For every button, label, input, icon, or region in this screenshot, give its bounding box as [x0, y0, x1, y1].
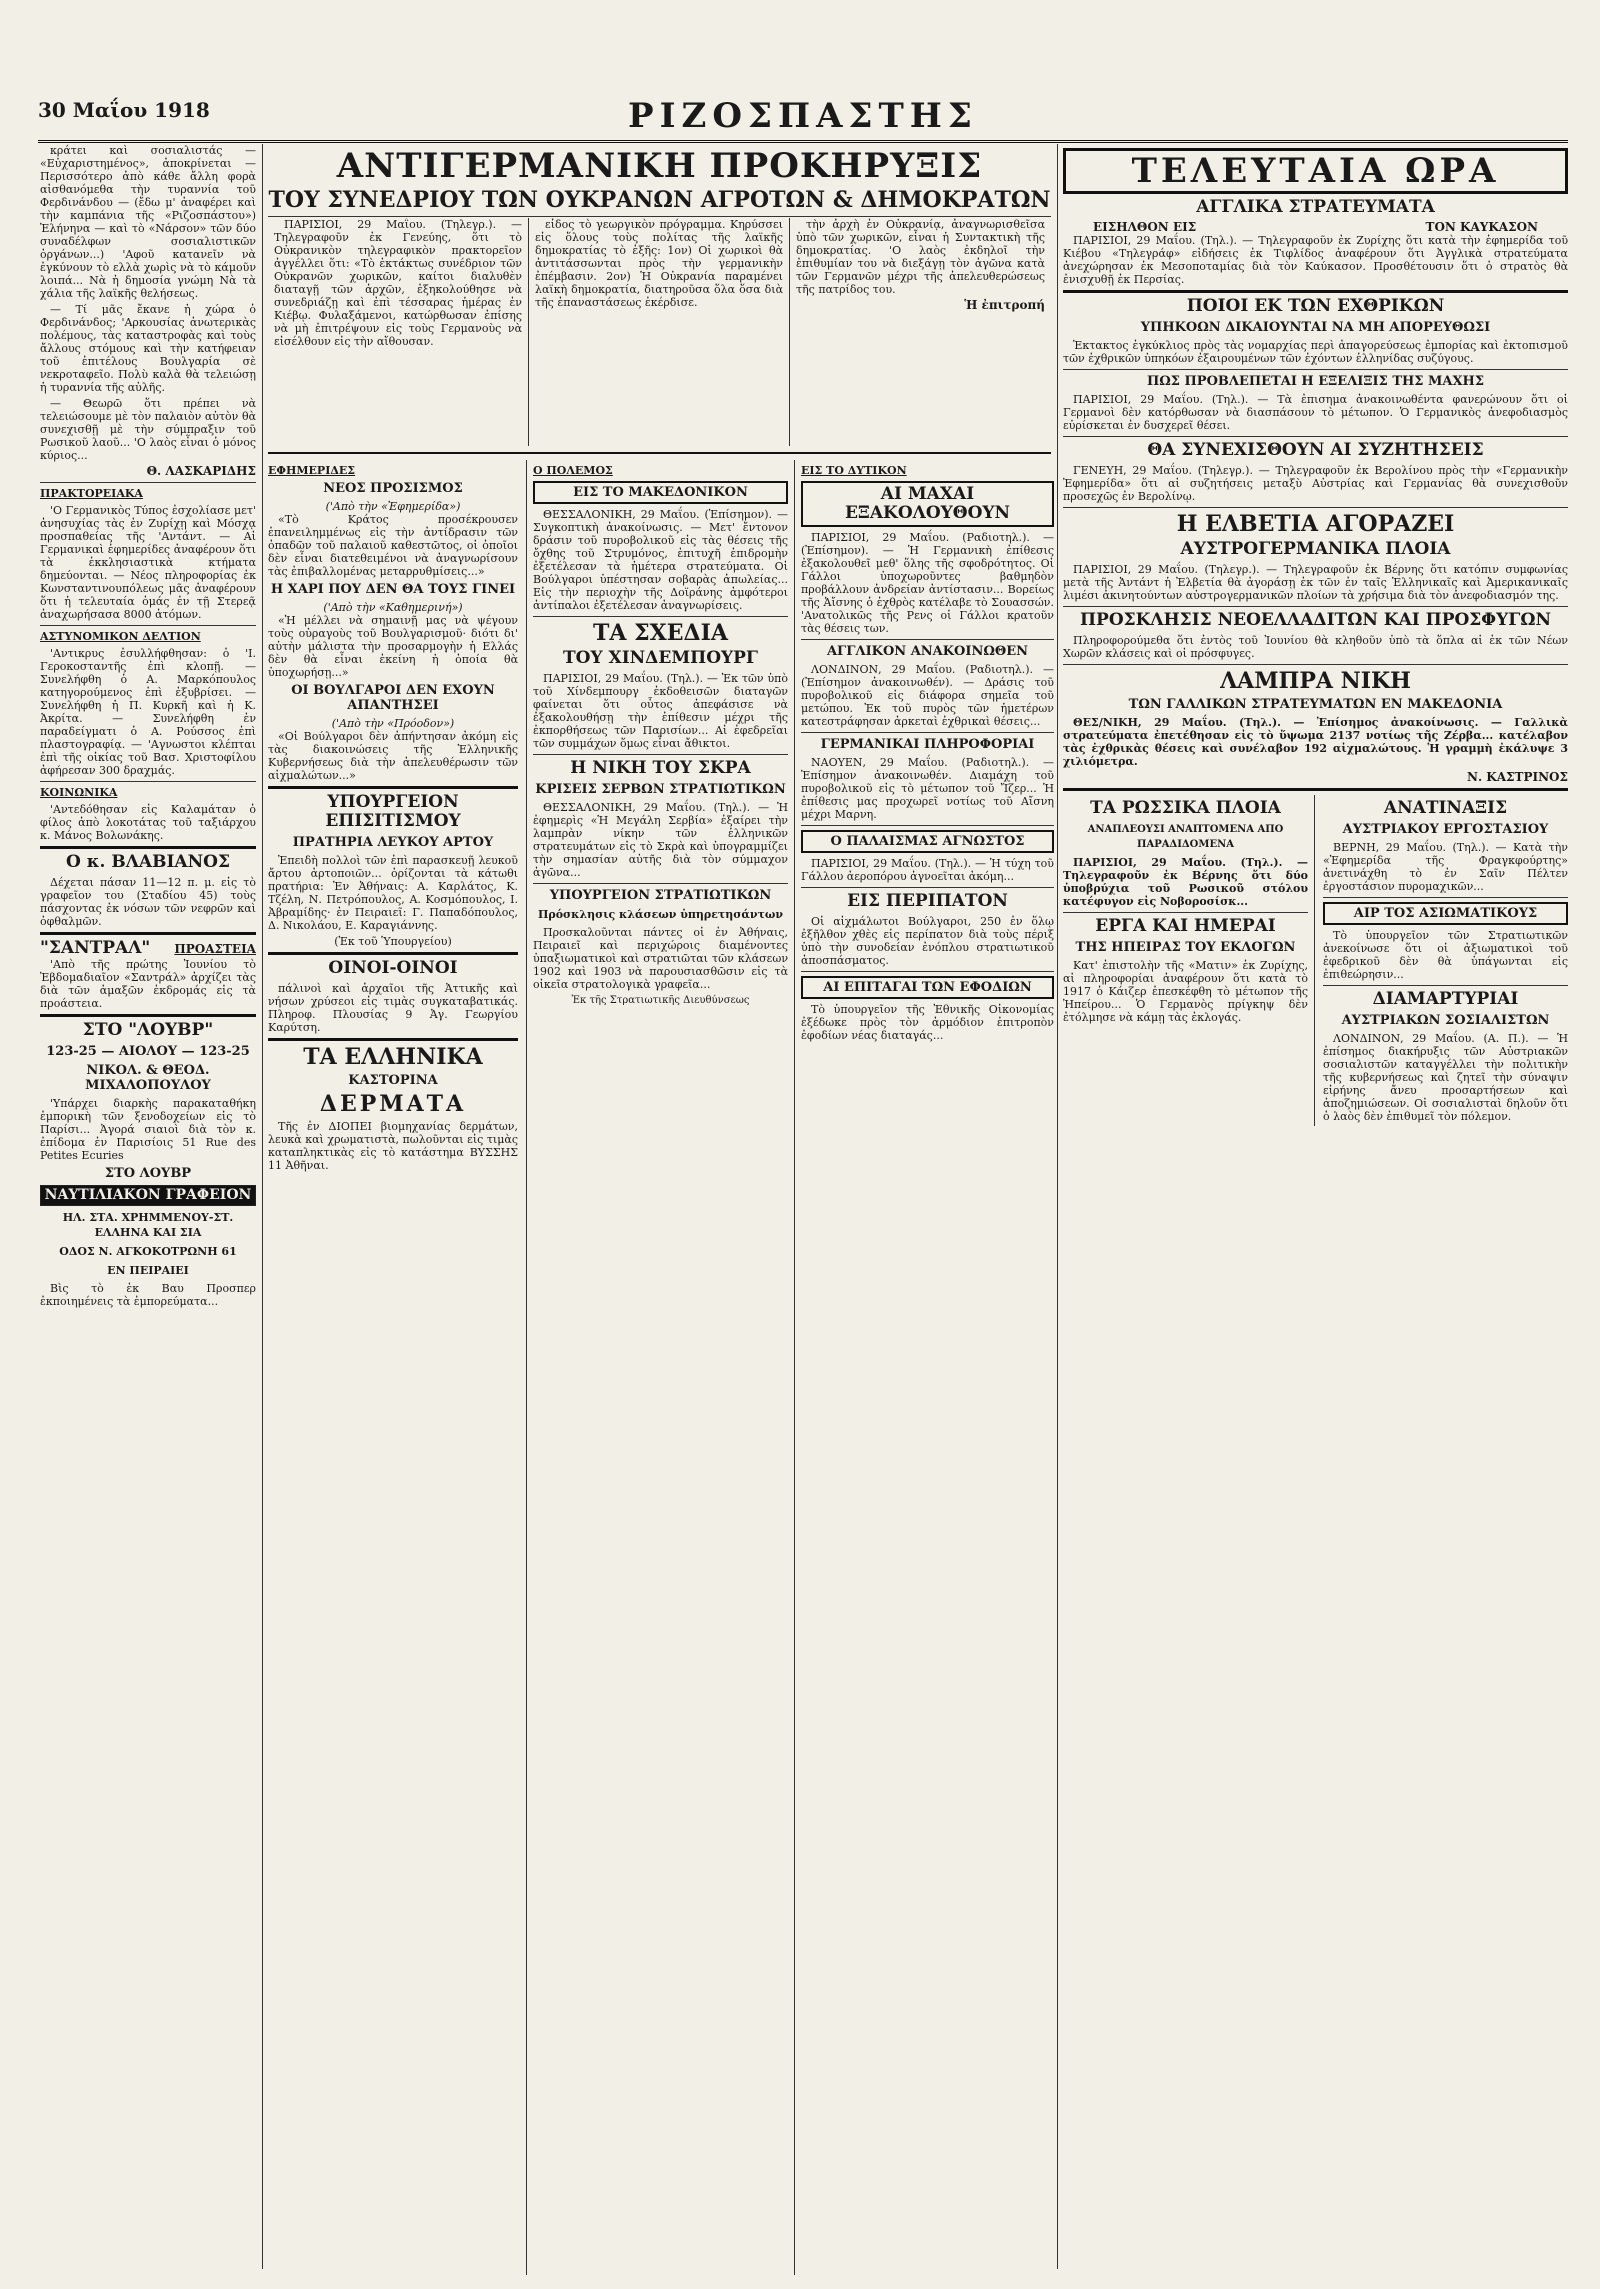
- split-left: [1063, 795, 1315, 1126]
- article-paragraph: 'Ο Γερμανικὸς Τύπος ἐσχολίασε μετ' ἀνησυχίας τὰς ἐν Ζυρίχῃ καὶ Μόσχᾳ προσπαθείας τῆς 'Αντάντ. — Αἱ Γερμανικαὶ ἐφημερίδες ἀναφέρουν ὅτι τὰ ἐκκλησιαστικὰ κτήματα δημεύονται. — Νέος πληροφορίας ἐκ Κωνσταντινουπόλεως μᾶς ἀναφέρουν ὅτι ἡ τελευταία ὁμάς ἐν τῇ Στερεᾷ ἀναχωρήσασα 8000 ἀτόμων.: [40, 504, 256, 621]
- article-signature: Ν. ΚΑΣΤΡΙΝΟΣ: [1466, 770, 1568, 784]
- article-heading: Ο ΠΑΛΑΙΣΜΑΣ ΑΓΝΩΣΤΟΣ: [801, 830, 1054, 853]
- article-paragraph: Προσκαλοῦνται πάντες οἱ ἐν Ἀθήναις, Πειραιεῖ καὶ περιχώροις διαμένοντες ὑπαξιωματικοὶ καὶ στρατιῶται τῶν κλάσεων 1902 καὶ 1903 νὰ παρουσιασθῶσιν εἰς τὰ οἰκεῖα στρατολογικὰ γραφεῖα...: [533, 926, 788, 991]
- ad-heading: Ο κ. ΒΛΑΒΙΑΝΟΣ: [66, 852, 230, 872]
- ad-footer: ΣΤΟ ΛΟΥΒΡ: [104, 1166, 192, 1181]
- article-heading: ΑΙ ΕΠΙΤΑΓΑΙ ΤΩΝ ΕΦΟΔΙΩΝ: [801, 976, 1054, 999]
- ad-text: Δέχεται πάσαν 11—12 π. μ. εἰς τὸ γραφεῖον του (Σταδίου 45) τοὺς πάσχοντας ἐκ νόσων τῶν νεφρῶν καὶ ὀφθαλμῶν.: [40, 876, 256, 928]
- section-heading: ΑΣΤΥΝΟΜΙΚΟΝ ΔΕΛΤΙΟΝ: [40, 630, 201, 643]
- article-paragraph: τὴν ἀρχὴ ἐν Οὐκρανίᾳ, ἀναγνωρισθεῖσα ὑπὸ τῶν χωρικῶν, εἶναι ἡ Συντακτικὴ τῆς δημοκρατίας. 'Ο λαὸς ἐκδηλοῖ τὴν ἐπιθυμίαν του νὰ διεξάγῃ τὸν ἀγῶνα κατὰ τῶν Γερμανῶν μέχρι τῆς ἀπελευθερώσεως τῆς πατρίδος του.: [796, 218, 1045, 296]
- efimerides-column: [268, 460, 518, 2275]
- article-heading: ΥΠΟΥΡΓΕΙΟΝ ΣΤΡΑΤΙΩΤΙΚΩΝ: [549, 888, 772, 903]
- article-heading: ΠΡΟΣΚΛΗΣΙΣ ΝΕΟΕΛΛΑΔΙΤΩΝ ΚΑΙ ΠΡΟΣΦΥΓΩΝ: [1079, 610, 1551, 630]
- article-heading: ΛΑΜΠΡΑ ΝΙΚΗ: [1220, 668, 1411, 694]
- article-heading: ΤΑ ΡΩΣΣΙΚΑ ΠΛΟΙΑ: [1090, 798, 1281, 818]
- article-heading: ΝΕΟΣ ΠΡΟΣΙΣΜΟΣ: [323, 481, 463, 496]
- issue-date: 30 Μαΐου 1918: [38, 98, 210, 122]
- article-heading: ΟΙ ΒΟΥΛΓΑΡΟΙ ΔΕΝ ΕΧΟΥΝ ΑΠΑΝΤΗΣΕΙ: [291, 683, 495, 713]
- column-rule: [262, 144, 263, 2269]
- article-heading: ΠΩΣ ΠΡΟΒΛΕΠΕΤΑΙ Η ΕΞΕΛΙΞΙΣ ΤΗΣ ΜΑΧΗΣ: [1146, 374, 1485, 389]
- ad-text: 'Απὸ τῆς πρώτης Ἰουνίου τὸ Ἐβδομαδιαῖον «Σαντράλ» ἀρχίζει τὰς διὰ τῶν ἁμαξῶν ἐκδρομάς εἰς τὰ προάστεια.: [40, 958, 256, 1010]
- article-paragraph: ΠΑΡΙΣΙΟΙ, 29 Μαΐου. (Τηλ.). — Τὰ ἐπισημα ἀνακοινωθέντα φανερώνουν ὅτι οἱ Γερμανοὶ δὲν κατόρθωσαν νὰ διασπάσουν τὸ μέτωπον. Ὁ Γερμανικὸς ἀνεφοδιασμὸς εὐρίσκεται ἐν δυσχερεῖ θέσει.: [1063, 393, 1568, 432]
- article-paragraph: Τὸ ὑπουργεῖον τῆς Ἐθνικῆς Οἰκονομίας ἐξέδωκε πρὸς τὸν ἀρμόδιον ἐπιτροπὸν ἐφοδίων νέας διαταγάς...: [801, 1003, 1054, 1042]
- article-heading: ΓΕΡΜΑΝΙΚΑΙ ΠΛΗΡΟΦΟΡΙΑΙ: [820, 737, 1035, 752]
- ad-text: Βὶς τὸ ἐκ Βαυ Προσπερ ἐκποιημένεις τὰ ἐμπορεύματα...: [40, 1282, 256, 1308]
- ad-address: 123-25 — ΑΙΟΛΟΥ — 123-25: [46, 1044, 250, 1059]
- article-paragraph: Οἱ αἰχμάλωτοι Βούλγαροι, 250 ἐν ὅλῳ ἐξῆλθον χθὲς εἰς περίπατον διὰ τοὺς πέριξ ὑπὸ τὴν συνοδείαν ἐνόπλου στρατιωτικοῦ ἀποσπάσματος.: [801, 915, 1054, 967]
- ad-banner: [40, 1185, 256, 1206]
- article-paragraph: «Οἱ Βούλγαροι δὲν ἀπήντησαν ἀκόμη εἰς τὰς διακοινώσεις τῆς Ἑλληνικῆς Κυβερνήσεως διὰ τὴν ἀπελευθέρωσιν τῶν αἰχμαλώτων...»: [268, 730, 518, 782]
- article-source: ('Απὸ τὴν «Πρόοδον»): [331, 717, 455, 730]
- article-subheading: ΕΙΣΗΛΘΟΝ ΕΙΣ: [1093, 220, 1197, 234]
- article-heading: ΘΑ ΣΥΝΕΧΙΣΘΟΥΝ ΑΙ ΣΥΖΗΤΗΣΕΙΣ: [1147, 440, 1484, 460]
- newspaper-title: ΡΙΖΟΣΠΑΣΤΗΣ: [628, 96, 978, 136]
- article-signature: (Ἐκ τοῦ Ὑπουργείου): [334, 935, 452, 948]
- split-right: [1323, 795, 1568, 1126]
- article-paragraph: 'Αντεδόθησαν εἰς Καλαμάταν ὁ φίλος ἀπὸ λοκοτάτας τοῦ ταξιάρχου κ. Μάνος Βολωνάκης.: [40, 803, 256, 842]
- section-heading: ΕΦΗΜΕΡΙΔΕΣ: [268, 464, 356, 477]
- article-paragraph: 'Αντικρυς ἐσυλλήφθησαν: ὁ 'Ι. Γεροκοσταντῆς ἐπὶ κλοπῇ. — Συνελήφθη ὁ Α. Μαρκόπουλος κατηγορούμενος ἐπὶ ἐξυβρίσει. — Συνελήφθη ἡ Π. Κυρκῆ καὶ ἡ Κ. Ἀκρίτα. — Συνελήφθη ἐν παραδείγματι ὁ Α. Ρούσσος ἐπὶ πλαστογραφίᾳ. — 'Αγνωστοι κλέπται ἐπὶ τῆς οἰκίας τοῦ Βασ. Χριστοφίλου ἀφήρεσαν 300 δραχμάς.: [40, 647, 256, 777]
- ad-heading: "ΣΑΝΤΡΑΛ": [40, 938, 151, 958]
- ad-heading: ΝΑΥΤΙΛΙΑΚΟΝ ΓΡΑΦΕΙΟΝ: [44, 1187, 252, 1203]
- article-heading: ΑΙ ΜΑΧΑΙ ΕΞΑΚΟΛΟΥΘΟΥΝ: [801, 481, 1054, 527]
- article-paragraph: ΛΟΝΔΙΝΟΝ, 29 Μαΐου. (Α. Π.). — Ἡ ἐπίσημος διακήρυξις τῶν Αὐστριακῶν σοσιαλιστῶν καταγγέλλει τὴν πολιτικὴν τῆς κυβερνήσεως καὶ ζητεῖ τὴν σύναψιν εἰρήνης ἄνευ προσαρτήσεων καὶ ἀποζημιώσεων. Οἱ σοσιαλισταὶ δηλοῦν ὅτι ὁ λαὸς δὲν ἐπιθυμεῖ τὸν πόλεμον.: [1323, 1032, 1568, 1123]
- article-subheading: ΤΟΝ ΚΑΥΚΑΣΟΝ: [1425, 220, 1538, 234]
- article-paragraph: ΠΑΡΙΣΙΟΙ, 29 Μαΐου. (Τηλεγρ.). — Τηλεγραφοῦν ἐκ Βέρνης ὅτι κατόπιν συμφωνίας μετὰ τῆς Ἀντάντ ἡ Ἐλβετία θὰ ἀγοράσῃ ἐκ τῶν ἐν ταῖς Ἑλληνικαῖς καὶ Ἀμερικανικαῖς λιμέσι ἀκινητούντων αὐστρογερμανικῶν πλοίων τὰ χρήσιμα διὰ τὸν ἀνεφοδιασμόν της.: [1063, 563, 1568, 602]
- last-hour-banner: ΤΕΛΕΥΤΑΙΑ ΩΡΑ: [1063, 148, 1568, 194]
- masthead: [38, 96, 1568, 143]
- article-heading: ΥΠΟΥΡΓΕΙΟΝ ΕΠΙΣΙΤΙΣΜΟΥ: [325, 792, 461, 831]
- article-heading: ΑΓΓΛΙΚΟΝ ΑΝΑΚΟΙΝΩΘΕΝ: [826, 644, 1029, 659]
- lead-article-paragraph: κράτει καὶ σοσιαλιστάς — «Εὐχαριστημένος», ἀποκρίνεται — Περισσότερο ἀπὸ κάθε ἄλλη φορὰ αἰσθανόμεθα τὴν τυραννία τοῦ Φερδινάνδου — (ἔδω μ' ἀναφέρει καὶ τὴν καμπάνια τῆς «Ριζοσπάστου») Ἐλήνηνα — καὶ τὸ «Νάρσον» τῶν δύο συναδέλφων σοσιαλιστικῶν ὀργάνων...) 'Αφοῦ κατανεῖν νὰ ἐγκύνουν τὸ ελλὰ χωρὶς νὰ τὸ κάμοῦν λοιπά... Νὰ ἡ δημοσία γνώμη Νὰ τὰ χάλια τῆς λαϊκῆς θελήσεως.: [40, 144, 256, 300]
- article-paragraph: Κατ' ἐπιστολὴν τῆς «Ματιν» ἐκ Ζυρίχης, αἱ πληροφορίαι ἀναφέρουν ὅτι κατὰ τὸ 1917 ὁ Κάιζερ ἐπεσκέφθη τὸ μέτωπον τῆς Ἠπείρου... Ὁ Γερμανὸς πρίγκηψ δὲν ἐτόλμησε νὰ κάμῃ τὰς ἐκλογάς.: [1063, 959, 1308, 1024]
- article-paragraph: ΠΑΡΙΣΙΟΙ, 29 Μαΐου. (Τηλεγρ.). — Τηλεγραφοῦν ἐκ Γενεύης, ὅτι τὸ Οὐκρανικὸν τηλεγραφικὸν πρακτορεῖον ἀγγέλλει ὅτι: «Τὸ ἐκτάκτως συνέδριον τῶν Οὐκρανῶν χωρικῶν, καίτοι διαλυθὲν διαταγῇ τῶν ἀρχῶν, ἐξηκολούθησε νὰ συνεδριάζῃ καὶ ἐπὶ τέσσαρας ἡμέρας ἐν Κιέβῳ. Φυλαξάμενοι, κατώρθωσαν ἐπίσης νὰ μὴ ἐπιτρέψουν εἰς τοὺς Γερμανοὺς νὰ εἰσέλθουν εἰς τὴν αἴθουσαν.: [274, 218, 522, 348]
- article-subheading: ΤΟΥ ΧΙΝΔΕΜΠΟΥΡΓ: [562, 648, 758, 668]
- article-paragraph: ΘΕΣΣΑΛΟΝΙΚΗ, 29 Μαΐου. (Τηλ.). — Ἡ ἐφημερὶς «Ἡ Μεγάλη Σερβία» ἐξαίρει τὴν λαμπρὰν νίκην τῶν ἑλληνικῶν στρατευμάτων εἰς τὸ Σκρὰ καὶ ὑπογραμμίζει τὴν σημασίαν αὐτῆς διὰ τὸν σύμμαχον ἀγῶνα...: [533, 801, 788, 879]
- article-signature: Ἐκ τῆς Στρατιωτικῆς Διευθύνσεως: [571, 995, 750, 1006]
- right-column: [1063, 144, 1568, 2269]
- ad-owners: ΝΙΚΟΛ. & ΘΕΟΔ. ΜΙΧΑΛΟΠΟΥΛΟΥ: [85, 1063, 211, 1093]
- article-paragraph: Πληροφορούμεθα ὅτι ἐντὸς τοῦ Ἰουνίου θὰ κληθοῦν ὑπὸ τὰ ὅπλα αἱ ἐκ τῶν Νέων Χωρῶν κλάσεις καὶ οἱ πρόσφυγες.: [1063, 634, 1568, 660]
- ad-sub: ΚΑΣΤΟΡΙΝΑ: [348, 1073, 438, 1088]
- article-paragraph: Ἐπειδὴ πολλοὶ τῶν ἐπὶ παρασκευῇ λευκοῦ ἄρτου ἀρτοποιῶν... ὁρίζονται τὰ κάτωθι πρατήρια: Ἐν Ἀθήναις: Α. Καρλάτος, Κ. Τζέλη, Ν. Πετρόπουλος, Α. Κοσμόπουλος, Ι. Ἀβραμίδης· ἐν Πειραιεῖ: Γ. Παπαδόπουλος, Δ. Νικολάου, Ε. Καραγιάννης.: [268, 854, 518, 932]
- article-heading: ΕΙΣ ΤΟ ΜΑΚΕΔΟΝΙΚΟΝ: [533, 481, 788, 504]
- banner-headline: ΑΝΤΙΓΕΡΜΑΝΙΚΗ ΠΡΟΚΗΡΥΞΙΣ: [336, 146, 983, 186]
- split-row: [1063, 795, 1568, 1126]
- section-heading: ΕΙΣ ΤΟ ΔΥΤΙΚΟΝ: [801, 464, 907, 477]
- article-paragraph: ΠΑΡΙΣΙΟΙ, 29 Μαΐου. (Τηλ.). — Τηλεγραφοῦν ἐκ Ζυρίχης ὅτι κατὰ τὴν ἐφημερίδα τοῦ Κιέβου «Τηλεγράφ» εἰδήσεις ἐκ Τιφλίδος ἀναφέρουν ὅτι Ἀγγλικὰ στρατεύματα ἀνεχώρησαν ἐκ Μεσοποταμίας διὰ τὸν Καύκασον. Προσθέτουσιν ὅτι ὁ στρατὸς θὰ ἐνισχυθῇ ἐκ Περσίας.: [1063, 234, 1568, 286]
- ad-heading: ΔΕΡΜΑΤΑ: [319, 1091, 467, 1117]
- article-subheading: ΠΡΑΤΗΡΙΑ ΛΕΥΚΟΥ ΑΡΤΟΥ: [292, 835, 494, 850]
- article-heading: ΔΙΑΜΑΡΤΥΡΙΑΙ: [1372, 989, 1519, 1009]
- article-subheading: ΑΥΣΤΡΙΑΚΟΥ ΕΡΓΟΣΤΑΣΙΟΥ: [1342, 822, 1549, 837]
- article-paragraph: ΒΕΡΝΗ, 29 Μαΐου. (Τηλ.). — Κατὰ τὴν «Ἐφημερίδα τῆς Φραγκφούρτης» ἀνετινάχθη τὸ ἐν Σαῖν Πέλτεν ἐργοστάσιον πυρομαχικῶν...: [1323, 841, 1568, 893]
- article-subheading: ΑΥΣΤΡΟΓΕΡΜΑΝΙΚΑ ΠΛΟΙΑ: [1180, 539, 1451, 559]
- ad-text: Τῆς ἐν ΔΙΟΠΕΙ βιομηχανίας δερμάτων, λευκὰ καὶ χρωματιστὰ, πωλοῦνται εἰς τιμὰς καταπληκτικὰς εἰς τὸ κατάστημα ΒΥΣΣΗΣ 11 Ἀθῆναι.: [268, 1120, 518, 1172]
- lead-article-signature: Θ. ΛΑΣΚΑΡΙΔΗΣ: [146, 464, 256, 478]
- article-heading: ΑΝΑΤΙΝΑΞΙΣ: [1383, 798, 1508, 818]
- article-paragraph: ΠΑΡΙΣΙΟΙ, 29 Μαΐου. (Ραδιοτηλ.). — (Ἐπίσημον). — Ἡ Γερμανικὴ ἐπίθεσις ἐξακολουθεῖ μεθ' ὅλης τῆς σφοδρότητος. Οἱ Γάλλοι ὑποχωροῦντες βαθμηδὸν προβάλλουν ἀνδρείαν ἀντίστασιν... Βορείως τῆς Ἀἴσνης ὁ ἐχθρὸς κατέλαβε τὸ Σουασσών. 'Ανατολικῶς τῆς Ρενς οἱ Γάλλοι κρατοῦν τὰς θέσεις των.: [801, 531, 1054, 635]
- article-subheading-row: [1063, 221, 1568, 234]
- article-heading: ΕΡΓΑ ΚΑΙ ΗΜΕΡΑΙ: [1095, 916, 1276, 936]
- section-heading: Ο ΠΟΛΕΜΟΣ: [533, 464, 613, 477]
- article-heading: ΠΟΙΟΙ ΕΚ ΤΩΝ ΕΧΘΡΙΚΩΝ: [1186, 296, 1445, 316]
- article-source: ('Απὸ τὴν «Καθημερινή»): [323, 601, 463, 614]
- banner-column: [529, 218, 790, 446]
- article-heading: ΤΑ ΣΧΕΔΙΑ: [593, 620, 728, 646]
- article-subheading: ΑΝΑΠΛΕΟΥΣΙ ΑΝΑΠΤΟΜΕΝΑ ΑΠΟ ΠΑΡΑΔΙΔΟΜΕΝΑ: [1087, 824, 1284, 850]
- ad-heading: ΤΑ ΕΛΛΗΝΙΚΑ: [303, 1044, 483, 1070]
- article-subheading: ΤΗΣ ΗΠΕΙΡΑΣ ΤΟΥ ΕΚΛΟΓΩΝ: [1075, 940, 1296, 955]
- article-signature: Ἡ ἐπιτροπή: [964, 298, 1045, 312]
- ad-sub: ΕΝ ΠΕΙΡΑΙΕΙ: [107, 1264, 189, 1277]
- article-heading: ΑΓΓΛΙΚΑ ΣΤΡΑΤΕΥΜΑΤΑ: [1196, 197, 1435, 217]
- article-heading: Η ΧΑΡΙ ΠΟΥ ΔΕΝ ΘΑ ΤΟΥΣ ΓΙΝΕΙ: [270, 582, 516, 597]
- article-subheading: ΥΠΗΚΟΩΝ ΔΙΚΑΙΟΥΝΤΑΙ ΝΑ ΜΗ ΑΠΟΡΕΥΘΩΣΙ: [1140, 320, 1491, 335]
- ad-header-row: [40, 939, 256, 958]
- lead-article-paragraph: — Τί μᾶς ἔκανε ἡ χώρα ὁ Φερδινάνδος; 'Αρκουσίας ἀνωτερικὰς πολέμους, τὰς καταστροφὰς καὶ τοὺς ἄλλους στόμους καὶ τὴν κατήφειαν τοῦ ἐπιτέλους Βουλγαρία σὲ νεκροταφεῖο. Πολὺ καλὰ θὰ τελειώσῃ ἡ τυραννία τῆς αὐλῆς.: [40, 303, 256, 394]
- ad-heading: ΟΙΝΟΙ-ΟΙΝΟΙ: [328, 958, 458, 978]
- article-paragraph: ΘΕΣ/ΝΙΚΗ, 29 Μαΐου. (Τηλ.). — Ἐπίσημος ἀνακοίνωσις. — Γαλλικὰ στρατεύματα ἐπετέθησαν εἰς τὸ ὕψωμα 2137 νοτίως τῆς Ζέρβα... κατέλαβον τὰς ἐχθρικὰς θέσεις καὶ συνέλαβον 192 αἰχμαλώτους. Ἡ γραμμὴ ἐκάλυψε 3 χιλιόμετρα.: [1063, 716, 1568, 768]
- article-paragraph: «Ἡ μέλλει νὰ σημαινῇ μας νὰ ψέγουν τοὺς οὐραγοὺς τοῦ Βουλγαρισμοῦ· διότι δι' αὐτὴν μάλιστα τὴν προσαρμογὴν ἡ Ελλάς δὲν θὰ εἶναι ἐκείνη ἡ ὁποία θὰ ὑποχωρήσῃ...»: [268, 614, 518, 679]
- ad-text: 'Υπάρχει διαρκὴς παρακαταθήκη ἐμπορικὴ τῶν ξενοδοχείων εἰς τὸ Παρίσι... Ἀγορά σιαιοὶ διὰ τὸν κ. ἐπίδομα ἐν Παρισίοις 51 Rue des Petites Ecuries: [40, 1097, 256, 1162]
- banner-rule: [268, 452, 1051, 454]
- article-heading: ΑΙΡ ΤΟΣ ΑΣΙΩΜΑΤΙΚΟΥΣ: [1323, 902, 1568, 925]
- article-subheading: ΤΩΝ ΓΑΛΛΙΚΩΝ ΣΤΡΑΤΕΥΜΑΤΩΝ ΕΝ ΜΑΚΕΔΟΝΙΑ: [1128, 697, 1503, 712]
- article-paragraph: εἶδος τὸ γεωργικὸν πρόγραμμα. Κηρύσσει εἰς ὅλους τοὺς πολίτας τῆς λαϊκῆς δημοκρατίας τὸ ἑξῆς: 1ον) Οἱ χωρικοὶ θὰ ἀντιτάσσωνται πρὸς τὴν γερμανικὴν ἐπέμβασιν. 2ον) Ἡ Οὐκρανία παραμένει λαϊκὴ δημοκρατία, διατηροῦσα ὅλα ὅσα διὰ τῆς ἐπαναστάσεως ἐκέρδισε.: [535, 218, 783, 309]
- article-heading: Η ΕΛΒΕΤΙΑ ΑΓΟΡΑΖΕΙ: [1176, 511, 1455, 537]
- article-heading: Η ΝΙΚΗ ΤΟΥ ΣΚΡΑ: [570, 758, 751, 778]
- banner-article: [268, 144, 1051, 221]
- article-paragraph: ΠΑΡΙΣΙΟΙ, 29 Μαΐου. (Τηλ.). — Ἐκ τῶν ὑπὸ τοῦ Χίνδεμπουργ ἐκδοθεισῶν διαταγῶν φαίνεται ὅτι οὗτος ἀπεφάσισε νὰ ἐξακολουθήσῃ τὴν ἐπίθεσιν μέχρι τῆς ἐκπορθήσεως τῶν Παρισίων... Αἱ ἐφεδρεῖαι τῶν συμμάχων ὅμως εἶναι ἄθικτοι.: [533, 672, 788, 750]
- banner-subheadline: ΤΟΥ ΣΥΝΕΔΡΙΟΥ ΤΩΝ ΟΥΚΡΑΝΩΝ ΑΓΡΟΤΩΝ & ΔΗΜΟΚΡΑΤΩΝ: [268, 187, 1051, 213]
- column-rule: [1057, 144, 1058, 2269]
- section-heading: ΚΟΙΝΩΝΙΚΑ: [40, 786, 118, 799]
- article-source: ('Απὸ τὴν «Ἐφημερίδα»): [325, 500, 461, 513]
- article-paragraph: «Τὸ Κράτος προσέκρουσεν ἐπανειλημμένως εἰς τὴν ἀντίδρασιν τῶν ὀπαδῶν τοῦ παλαιοῦ καθεστῶτος, οἱ ὁποῖοι δὲν εἶναι διατεθειμένοι νὰ ἀναγνωρίσουν τὰς ἐπιβαλλομένας μεταρρυθμίσεις...»: [268, 513, 518, 578]
- article-paragraph: ΘΕΣΣΑΛΟΝΙΚΗ, 29 Μαΐου. (Ἐπίσημον). — Συγκοπτικὴ ἀνακοίνωσις. — Μετ' ἔντονον δράσιν τοῦ πυροβολικοῦ εἰς τὰς θέσεις τῆς ὄχθης τοῦ Στρυμόνος, ἐπιτυχῆ ἐπιδρομὴν ἐξετέλεσαν τὰ ἡμέτερα στρατεύματα. Οἱ Βούλγαροι ὑπέστησαν σοβαρὰς ἀπωλείας... Εἰς τὴν περιοχὴν τῆς Δοϊράνης ἀμφότεροι ἀντίπαλοι ἐξετέλεσαν ἀναγνωρίσεις.: [533, 508, 788, 612]
- article-paragraph: ΛΟΝΔΙΝΟΝ, 29 Μαΐου. (Ραδιοτηλ.). — (Ἐπίσημον ἀνακοινωθέν). — Δράσις τοῦ πυροβολικοῦ εἰς διάφορα σημεῖα τοῦ μετώπου. Ἐκ τοῦ πυρὸς τῶν ἡμετέρων κατεστράφησαν ἀρκεταὶ ἐχθρικαὶ θέσεις...: [801, 663, 1054, 728]
- ad-heading: ΣΤΟ "ΛΟΥΒΡ": [82, 1020, 214, 1040]
- lead-article-paragraph: — Θεωρῶ ὅτι πρέπει νὰ τελειώσουμε μὲ τὸν παλαιὸν αὐτὸν θὰ συνεχισθῇ μὲ τὴν σύμπραξιν τοῦ Ρωσικοῦ λαοῦ... 'Ο λαὸς εἶναι ὁ μόνος κύριος...: [40, 397, 256, 462]
- ad-sub: ΗΛ. ΣΤΑ. ΧΡΗΜΜΕΝΟΥ-ΣΤ. ΕΛΛΗΝΑ ΚΑΙ ΣΙΑ: [62, 1211, 234, 1239]
- banner-column: [790, 218, 1051, 446]
- article-paragraph: Τὸ ὑπουργεῖον τῶν Στρατιωτικῶν ἀνεκοίνωσε ὅτι οἱ ἀξιωματικοὶ τοῦ ἐφεδρικοῦ δὲν θὰ ὑπάγωνται εἰς ἐπιθεώρησιν...: [1323, 929, 1568, 981]
- banner-column: [268, 218, 529, 446]
- article-subheading: ΚΡΙΣΕΙΣ ΣΕΡΒΩΝ ΣΤΡΑΤΙΩΤΙΚΩΝ: [535, 782, 786, 797]
- article-subheading: ΑΥΣΤΡΙΑΚΩΝ ΣΟΣΙΑΛΙΣΤΩΝ: [1341, 1013, 1550, 1028]
- ad-tag: ΠΡΟΑΣΤΕΙΑ: [174, 942, 256, 956]
- ad-text: πάλινοὶ καὶ ἀρχαῖοι τῆς Ἀττικῆς καὶ νήσων χρύσεοι εἰς τιμὰς συγκαταβατικάς. Πληροφ. Πλουσίας 9 Ἀγ. Γεωργίου Καρύτση.: [268, 982, 518, 1034]
- article-paragraph: ΠΑΡΙΣΙΟΙ, 29 Μαΐου. (Τηλ.). — Ἡ τύχη τοῦ Γάλλου ἀεροπόρου ἀγνοεῖται ἀκόμη...: [801, 857, 1054, 883]
- article-paragraph: ΠΑΡΙΣΙΟΙ, 29 Μαΐου. (Τηλ.). — Τηλεγραφοῦν ἐκ Βέρνης ὅτι δύο ὑποβρύχια τοῦ Ρωσικοῦ στόλου κατέφυγον εἰς Νοβοροσίσκ...: [1063, 856, 1308, 908]
- left-column: [40, 144, 256, 2269]
- article-paragraph: ΓΕΝΕΥΗ, 29 Μαΐου. (Τηλεγρ.). — Τηλεγραφοῦν ἐκ Βερολίνου πρὸς τὴν «Γερμανικὴν Ἐφημερίδα» ὅτι αἱ συζητήσεις μεταξὺ Αὐστρίας καὶ Γερμανίας θὰ συνεχισθοῦν προσεχῶς ἐν Βερολίνῳ.: [1063, 464, 1568, 503]
- banner-columns: [268, 218, 1051, 446]
- ad-sub: ΟΔΟΣ Ν. ΑΓΚΟΚΟΤΡΩΝΗ 61: [59, 1245, 237, 1258]
- article-subheading: Πρόσκλησις κλάσεων ὑπηρετησάντων: [537, 908, 784, 921]
- section-heading: ΠΡΑΚΤΟΡΕΙΑΚΑ: [40, 487, 143, 500]
- article-paragraph: ΝΑΟΥΕΝ, 29 Μαΐου. (Ραδιοτηλ.). — Ἐπίσημον ἀνακοινωθέν. Διαμάχη τοῦ πυροβολικοῦ εἰς τὸ μέτωπον τοῦ Ἴζερ... Ἡ ἐπίθεσις μας προχωρεῖ νοτίως τοῦ Αἴσνη μέχρι Μαρνη.: [801, 756, 1054, 821]
- article-paragraph: Ἐκτακτος ἐγκύκλιος πρὸς τὰς νομαρχίας περὶ ἀπαγορεύσεως ἐμπορίας καὶ ἐκτοπισμοῦ τῶν ἐχθρικῶν ὑπηκόων ἐξαιρουμένων τῶν ἐχόντων ἑλληνίδας συζύγους.: [1063, 339, 1568, 365]
- polemos-column: [526, 460, 788, 2275]
- article-heading: ΕΙΣ ΠΕΡΙΠΑΤΟΝ: [847, 891, 1008, 911]
- dytikon-column: [794, 460, 1054, 2275]
